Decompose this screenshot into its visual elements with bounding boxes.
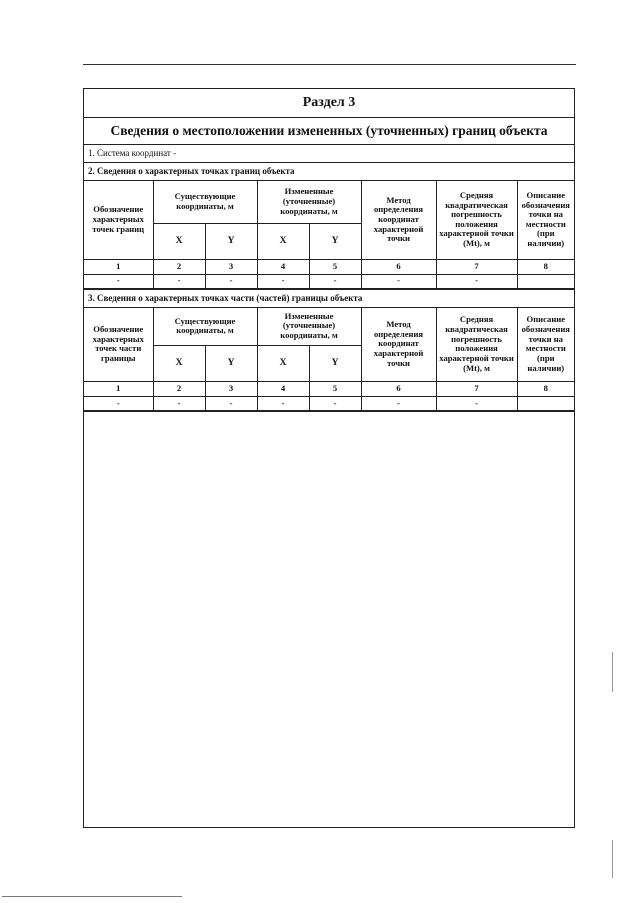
- header-changed-y: Y: [309, 346, 361, 382]
- table-cell: -: [84, 274, 153, 288]
- header-designation: Обозначение характерных точек границ: [84, 181, 153, 259]
- table-cell: -: [205, 274, 257, 288]
- header-method: Метод определения координат характерной точки: [361, 308, 436, 382]
- table-row: [84, 397, 574, 411]
- header-existing-y: Y: [205, 223, 257, 259]
- part3-table: [84, 308, 574, 412]
- table-cell: -: [205, 397, 257, 411]
- column-number: 4: [257, 259, 309, 274]
- scan-mark: [612, 652, 613, 692]
- table-bottom-rule: [84, 411, 574, 412]
- column-number: 3: [205, 382, 257, 397]
- table-cell: [517, 274, 574, 288]
- table-cell: -: [153, 274, 205, 288]
- part3-heading: 3. Сведения о характерных точках части (частей) границы объекта: [84, 289, 574, 308]
- scan-mark: [612, 840, 613, 878]
- column-number-row: [84, 382, 574, 397]
- column-number: 6: [361, 382, 436, 397]
- column-number: 5: [309, 382, 361, 397]
- header-changed-x: X: [257, 346, 309, 382]
- header-designation: Обозначение характерных точек части границы: [84, 308, 153, 382]
- table-cell: -: [361, 274, 436, 288]
- column-number-row: [84, 259, 574, 274]
- table-cell: -: [257, 397, 309, 411]
- column-number: 8: [517, 259, 574, 274]
- section-frame: [83, 88, 575, 828]
- header-description: Описание обозначения точки на местности (при наличии): [517, 181, 574, 259]
- header-changed-coords: Измененные (уточненные) координаты, м: [257, 181, 361, 223]
- section-title: Раздел 3: [84, 89, 574, 118]
- column-number: 1: [84, 259, 153, 274]
- column-number: 3: [205, 259, 257, 274]
- column-number: 7: [436, 259, 517, 274]
- header-error: Средняя квадратическая погрешность положения характерной точки (Mt), м: [436, 181, 517, 259]
- header-changed-x: X: [257, 223, 309, 259]
- table-cell: -: [309, 397, 361, 411]
- table-cell: -: [436, 397, 517, 411]
- table-cell: -: [153, 397, 205, 411]
- column-number: 2: [153, 259, 205, 274]
- header-changed-coords: Измененные (уточненные) координаты, м: [257, 308, 361, 346]
- table-cell: -: [436, 274, 517, 288]
- table-cell: [517, 397, 574, 411]
- table-cell: -: [361, 397, 436, 411]
- bottom-rule: [2, 896, 182, 897]
- column-number: 6: [361, 259, 436, 274]
- header-existing-coords: Существующие координаты, м: [153, 308, 257, 346]
- top-rule: [83, 64, 576, 65]
- table-cell: -: [309, 274, 361, 288]
- header-existing-x: X: [153, 223, 205, 259]
- column-number: 7: [436, 382, 517, 397]
- header-error: Средняя квадратическая погрешность положения характерной точки (Mt), м: [436, 308, 517, 382]
- section-subtitle: Сведения о местоположении измененных (уточненных) границ объекта: [84, 118, 574, 145]
- part2-heading: 2. Сведения о характерных точках границ объекта: [84, 163, 574, 181]
- column-number: 1: [84, 382, 153, 397]
- column-number: 5: [309, 259, 361, 274]
- header-description: Описание обозначения точки на местности (при наличии): [517, 308, 574, 382]
- header-existing-y: Y: [205, 346, 257, 382]
- table-row: [84, 274, 574, 288]
- table-cell: -: [84, 397, 153, 411]
- part2-table: [84, 181, 574, 289]
- column-number: 2: [153, 382, 205, 397]
- coord-system-line: 1. Система координат -: [84, 145, 574, 163]
- column-number: 8: [517, 382, 574, 397]
- column-number: 4: [257, 382, 309, 397]
- header-existing-coords: Существующие координаты, м: [153, 181, 257, 223]
- header-changed-y: Y: [309, 223, 361, 259]
- header-existing-x: X: [153, 346, 205, 382]
- table-cell: -: [257, 274, 309, 288]
- header-method: Метод определения координат характерной точки: [361, 181, 436, 259]
